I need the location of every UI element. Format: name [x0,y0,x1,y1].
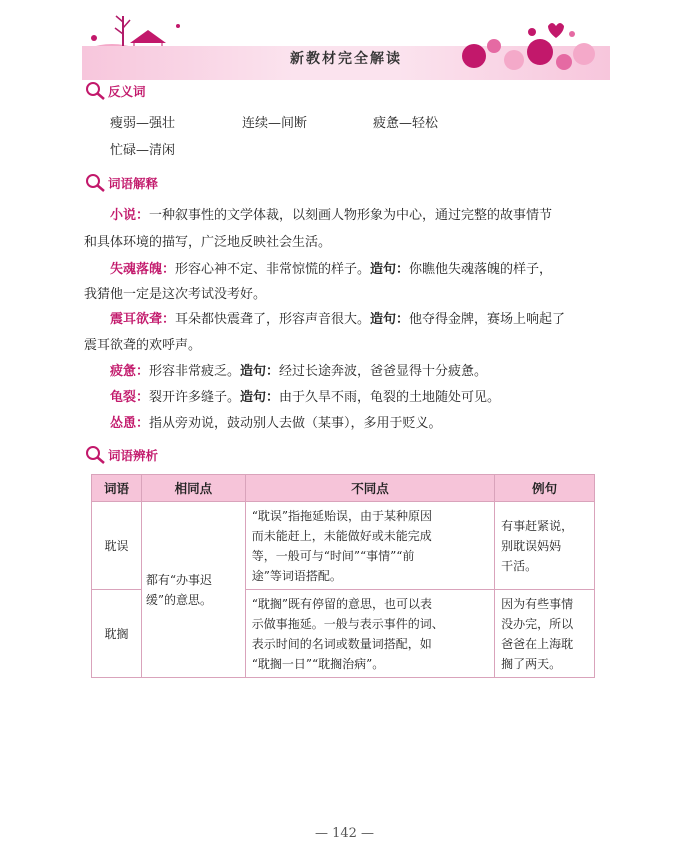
difference-line: 表示时间的名词或数量词搭配，如 [251,636,432,651]
example-line: 有事赶紧说， [501,518,574,533]
bubbles-decoration-icon [444,16,610,74]
explanation-line [110,260,552,280]
explanations-heading-label: 词语解释 [108,176,159,191]
example-line: 别耽误妈妈 [501,538,562,553]
example-line: 爸爸在上海耽 [501,636,574,651]
magnifier-icon [84,444,106,466]
explanation-line [110,310,565,330]
example-text: 经过长途奔波，爸爸显得十分疲惫。 [279,364,488,379]
common-cell [141,502,245,678]
difference-line: 而未能赶上，未能做好或未能完成 [251,528,432,543]
example-cell [495,502,595,590]
header-title: 新教材完全解读 [290,51,402,67]
column-header: 例句 [495,475,595,502]
word-cell: 耽误 [92,502,142,590]
magnifier-icon [84,80,106,102]
example-line: 干活。 [501,558,538,573]
example-keyword: 造句： [370,262,410,277]
explanation-text: 耳朵都快震聋了，形容声音很大。 [175,312,371,327]
page-header [82,8,610,74]
antonyms-heading-label: 反义词 [108,84,146,99]
word-analysis-table [91,474,595,678]
column-header: 词语 [92,475,142,502]
difference-line: “耽搁一日”“耽搁治病”。 [251,656,385,671]
example-text: 由于久旱不雨，龟裂的土地随处可见。 [279,390,501,405]
column-header: 不同点 [245,475,494,502]
word-cell: 耽搁 [92,590,142,678]
explanation-term: 龟裂： [110,390,150,405]
antonym-item: 瘦弱—强壮 [110,116,176,131]
example-text: 你瞧他失魂落魄的样子， [409,262,553,277]
difference-line: 途”等词语搭配。 [251,568,342,583]
example-line: 搁了两天。 [501,656,562,671]
common-line: 缓”的意思。 [145,592,213,607]
explanation-term: 震耳欲聋： [110,312,176,327]
explanation-line [110,414,442,434]
analysis-heading [84,444,158,466]
explanations-heading [84,172,158,194]
example-line: 因为有些事情 [501,596,574,611]
example-keyword: 造句： [240,364,280,379]
explanation-term: 小说： [110,208,150,223]
example-keyword: 造句： [240,390,280,405]
page-number: — 142 — [314,826,375,841]
common-line: 都有“办事迟 [145,572,213,587]
column-header: 相同点 [141,475,245,502]
antonym-item: 忙碌—清闲 [110,143,176,158]
antonym-item: 疲惫—轻松 [373,116,439,131]
table-header-row [92,475,595,502]
explanation-term: 失魂落魄： [110,262,176,277]
explanation-line: 我猜他一定是这次考试没考好。 [84,287,267,302]
difference-line: “耽误”指拖延贻误，由于某种原因 [251,508,433,523]
table-row [92,502,595,590]
explanation-line: 震耳欲聋的欢呼声。 [84,338,202,353]
explanation-line [110,206,552,226]
example-text: 他夺得金牌，赛场上响起了 [409,312,566,327]
explanation-text: 形容非常疲乏。 [149,364,241,379]
explanation-text: 形容心神不定、非常惊慌的样子。 [175,262,371,277]
explanation-line [110,388,500,408]
explanation-text: 指从旁劝说，鼓动别人去做（某事），多用于贬义。 [149,416,442,431]
difference-cell [245,590,494,678]
example-keyword: 造句： [370,312,410,327]
explanation-line: 和具体环境的描写，广泛地反映社会生活。 [84,235,332,250]
antonyms-heading [84,80,146,102]
example-line: 没办完，所以 [501,616,574,631]
explanation-line [110,362,487,382]
magnifier-icon [84,172,106,194]
difference-cell [245,502,494,590]
analysis-heading-label: 词语辨析 [108,448,159,463]
explanation-term: 疲惫： [110,364,150,379]
difference-line: “耽搁”既有停留的意思，也可以表 [251,596,433,611]
explanation-text: 裂开许多缝子。 [149,390,241,405]
explanation-term: 怂恿： [110,416,150,431]
difference-line: 示做事拖延。一般与表示事件的词、 [251,616,444,631]
difference-line: 等，一般可与“时间”“事情”“前 [251,548,415,563]
antonym-item: 连续—间断 [242,116,308,131]
example-cell [495,590,595,678]
explanation-text: 一种叙事性的文学体裁，以刻画人物形象为中心，通过完整的故事情节 [149,208,553,223]
